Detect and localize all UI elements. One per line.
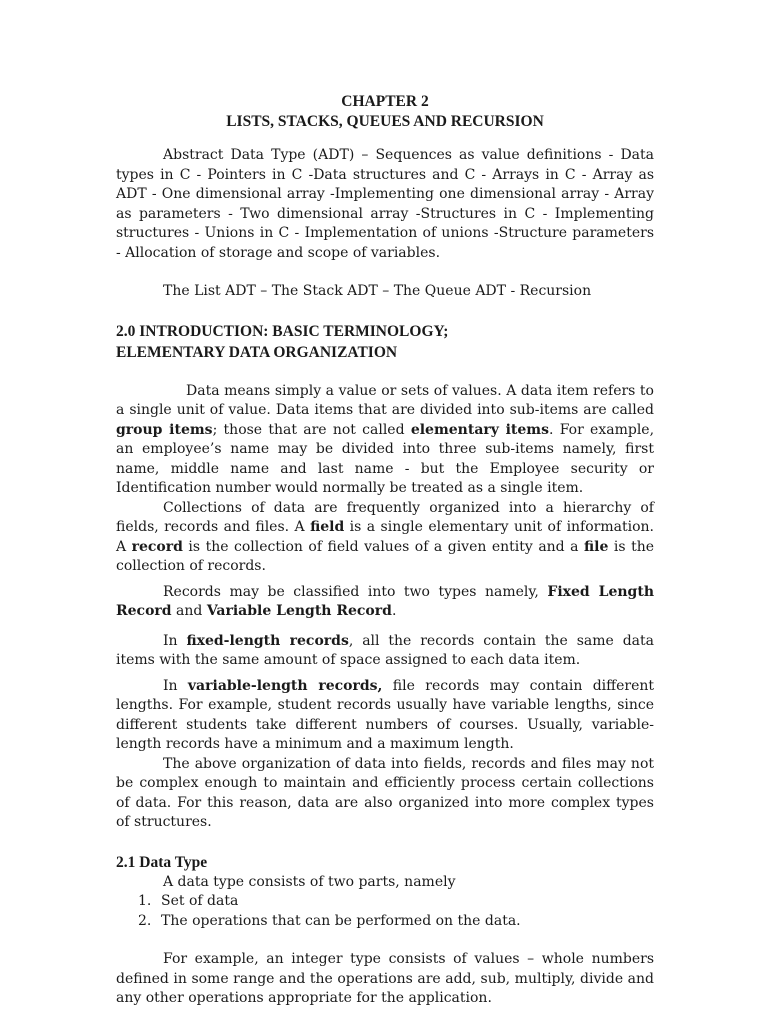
term-file: file	[584, 538, 609, 555]
term-record: record	[131, 538, 183, 555]
integer-example-paragraph: For example, an integer type consists of values – whole numbers defined in some range and the operations are add, sub, multiply, divide and any other operations appropriate for the application.	[116, 951, 654, 1006]
text-run: Records may be classified into two types namely,	[163, 583, 548, 600]
text-run: In	[163, 677, 188, 694]
data-type-parts-list	[116, 892, 654, 931]
data-definition-paragraph	[116, 382, 654, 499]
section-heading-introduction-line1: 2.0 INTRODUCTION: BASIC TERMINOLOGY;	[116, 322, 449, 340]
text-run: is the collection of records.	[116, 538, 654, 574]
chapter-number: CHAPTER 2	[341, 93, 429, 110]
fixed-length-paragraph	[116, 632, 654, 671]
list-item-number: 1.	[138, 893, 152, 909]
hierarchy-paragraph	[116, 499, 654, 577]
list-item	[116, 912, 654, 932]
data-type-intro: A data type consists of two parts, namely	[163, 873, 456, 890]
text-run: is a single elementary unit of information. A	[116, 519, 654, 555]
text-run: is the collection of field values of a given entity and a	[182, 538, 584, 555]
term-field: field	[310, 519, 345, 535]
list-item-text: The operations that can be performed on the data.	[161, 912, 521, 929]
section-heading-data-type: 2.1 Data Type	[116, 853, 208, 871]
text-run: Data means simply a value or sets of values. A data item refers to a single unit of value. Data items that are divided into sub-items are called	[116, 382, 654, 418]
text-run: In	[163, 632, 187, 649]
term-group-items: group items	[116, 421, 213, 438]
list-item-text: Set of data	[161, 893, 239, 909]
section-heading-introduction-line2: ELEMENTARY DATA ORGANIZATION	[116, 343, 398, 361]
complex-structures-paragraph: The above organization of data into fields, records and files may not be complex enough to maintain and efficiently process certain collections of data. For this reason, data are also organized into more complex types of structures.	[116, 755, 654, 830]
syllabus-paragraph: Abstract Data Type (ADT) – Sequences as value definitions - Data types in C - Pointers in C -Data structures and C - Arrays in C - Array as ADT - One dimensional array -Implementing one dimensional array - Array as parameters - Two dimensional array -Structures in C - Implementing structures - Unions in C - Implementation of unions -Structure parameters - Allocation of storage and scope of variables.	[116, 147, 654, 261]
text-run: .	[391, 603, 397, 619]
text-run: and	[171, 603, 207, 619]
variable-length-paragraph	[116, 677, 654, 755]
term-fixed-length-records: fixed-length records	[186, 632, 349, 649]
text-run: file records may contain different lengths. For example, student records usually have variable lengths, since different students take different numbers of courses. Usually, variable-length records have a minimum and a maximum length.	[116, 677, 655, 752]
term-fixed-length-record: Fixed Length Record	[116, 583, 654, 619]
text-run: Collections of data are frequently organized into a hierarchy of fields, records and files. A	[116, 499, 654, 535]
term-elementary-items: elementary items	[410, 421, 549, 438]
text-run: . For example, an employee’s name may be divided into three sub-items namely, first name, middle name and last name - but the Employee security or Identification number would normally be treated as a single item.	[116, 421, 655, 496]
text-run: , all the records contain the same data items with the same amount of space assigned to each data item.	[116, 632, 654, 668]
chapter-title: LISTS, STACKS, QUEUES AND RECURSION	[226, 113, 544, 130]
syllabus-topics: The List ADT – The Stack ADT – The Queue ADT - Recursion	[163, 283, 592, 299]
list-item-number: 2.	[138, 912, 152, 929]
list-item	[116, 892, 654, 912]
term-variable-length-records: variable-length records,	[187, 677, 383, 694]
term-variable-length-record: Variable Length Record	[206, 603, 392, 619]
record-types-paragraph	[116, 583, 654, 622]
text-run: ; those that are not called	[212, 421, 411, 438]
